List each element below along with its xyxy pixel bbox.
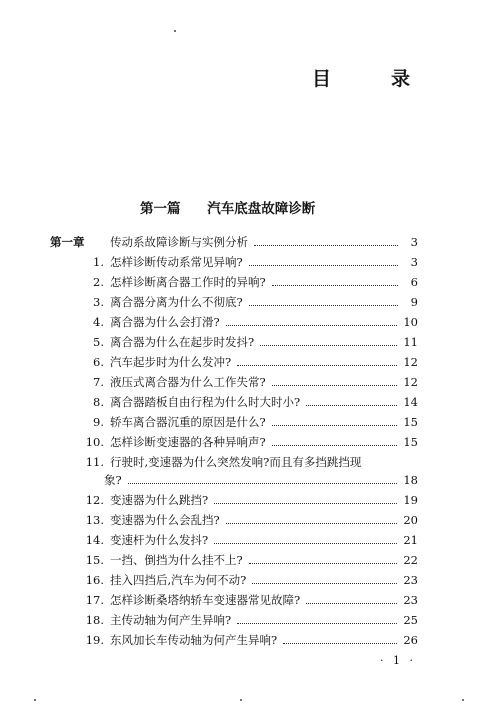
chapter-label: 第一章 [50,235,85,249]
chapter-page: 3 [410,235,418,249]
entry-title: 怎样诊断传动系常见异响? [110,255,243,269]
entry-title-continuation: 象? [104,473,122,487]
scan-speck [240,699,242,701]
entry-number: 2. [93,275,104,289]
dot-leader [249,305,398,306]
dot-leader [214,503,397,504]
dot-leader [128,483,398,484]
entry-number: 16. [85,573,104,587]
entry-page: 21 [403,533,418,547]
dot-leader [226,523,398,524]
entry-page: 22 [403,553,418,567]
toc-entry[interactable] [50,453,418,471]
toc-entry[interactable] [50,353,418,371]
entry-title: 变速器为什么跳挡? [110,493,209,507]
entry-page: 15 [403,415,418,429]
dot-leader [306,405,397,406]
toc-entry[interactable] [50,491,418,509]
toc-entry[interactable] [50,511,418,529]
toc-entry[interactable] [50,571,418,589]
toc-entry[interactable] [50,273,418,291]
entry-title: 汽车起步时为什么发冲? [110,355,232,369]
toc-entry[interactable] [50,433,418,451]
entry-page: 6 [410,275,418,289]
dot-leader [260,345,397,346]
entry-title: 怎样诊断变速器的各种异响声? [110,435,266,449]
dot-leader [272,425,398,426]
entry-title: 轿车离合器沉重的原因是什么? [110,415,266,429]
entry-number: 11. [85,455,104,469]
entry-title: 主传动轴为何产生异响? [110,613,232,627]
entry-page: 25 [403,613,418,627]
dot-leader [249,265,398,266]
dot-leader [237,623,397,624]
toc-entry[interactable] [50,413,418,431]
entry-title: 东风加长车传动轴为何产生异响? [110,633,278,647]
entry-page: 3 [410,255,418,269]
dot-leader [214,543,397,544]
dot-leader [237,365,397,366]
entry-number: 14. [85,533,104,547]
dot-leader [249,563,398,564]
dot-leader [254,245,398,246]
dot-leader [306,603,397,604]
entry-number: 6. [93,355,104,369]
entry-page: 23 [403,573,418,587]
scan-speck [174,30,176,32]
entry-number: 18. [85,613,104,627]
entry-number: 4. [93,315,104,329]
entry-page: 14 [403,395,418,409]
entry-number: 10. [85,435,104,449]
toc-entry[interactable] [50,373,418,391]
entry-page: 15 [403,435,418,449]
entry-number: 12. [85,493,104,507]
toc-entry[interactable] [50,551,418,569]
entry-title: 离合器为什么会打滑? [110,315,220,329]
entry-number: 9. [93,415,104,429]
scan-speck [462,699,464,701]
entry-title: 变速杆为什么发抖? [110,533,209,547]
entry-number: 8. [93,395,104,409]
entry-number: 19. [85,633,104,647]
chapter-entry[interactable] [50,233,418,251]
entry-page: 19 [403,493,418,507]
page-title-char-1: 目 [312,68,334,90]
toc-entry[interactable] [50,631,418,649]
toc-entry[interactable] [50,393,418,411]
toc-entry[interactable] [50,591,418,609]
entry-title: 离合器踏板自由行程为什么时大时小? [110,395,301,409]
entry-page: 9 [410,295,418,309]
entry-title: 怎样诊断离合器工作时的异响? [110,275,266,289]
entry-title: 行驶时,变速器为什么突然发响?而且有多挡跳挡现 [110,455,362,469]
chapter-title: 传动系故障诊断与实例分析 [110,235,248,249]
entry-number: 7. [93,375,104,389]
entry-title: 液压式离合器为什么工作失常? [110,375,266,389]
dot-leader [272,445,398,446]
entry-page: 12 [403,355,418,369]
part-title: 汽车底盘故障诊断 [207,201,316,217]
entry-number: 1. [93,255,104,269]
entry-number: 5. [93,335,104,349]
entry-number: 15. [85,553,104,567]
entry-title: 怎样诊断桑塔纳轿车变速器常见故障? [110,593,301,607]
page-title-char-2: 录 [390,68,412,90]
entry-number: 13. [85,513,104,527]
entry-page: 20 [403,513,418,527]
dot-leader [272,385,398,386]
entry-page: 10 [403,315,418,329]
entry-page: 23 [403,593,418,607]
scan-speck [34,699,36,701]
entry-number: 17. [85,593,104,607]
dot-leader [252,583,397,584]
dot-leader [226,325,398,326]
entry-title: 挂入四挡后,汽车为何不动? [110,573,247,587]
dot-leader [283,643,397,644]
toc-entry[interactable] [50,313,418,331]
toc-entry[interactable] [50,611,418,629]
entry-page: 26 [403,633,418,647]
page-number: · 1 · [380,654,416,667]
toc-entry[interactable] [50,531,418,549]
toc-entry[interactable] [50,253,418,271]
entry-title: 一挡、倒挡为什么挂不上? [110,553,243,567]
entry-title: 离合器分离为什么不彻底? [110,295,243,309]
entry-title: 变速器为什么会乱挡? [110,513,220,527]
entry-page: 18 [403,473,418,487]
part-label: 第一篇 [140,201,181,217]
entry-number: 3. [93,295,104,309]
toc-entry[interactable] [50,333,418,351]
toc-entry[interactable] [50,293,418,311]
dot-leader [272,285,398,286]
toc-entry-continuation[interactable] [104,471,418,489]
entry-page: 12 [403,375,418,389]
entry-title: 离合器为什么在起步时发抖? [110,335,255,349]
entry-page: 11 [403,335,418,349]
